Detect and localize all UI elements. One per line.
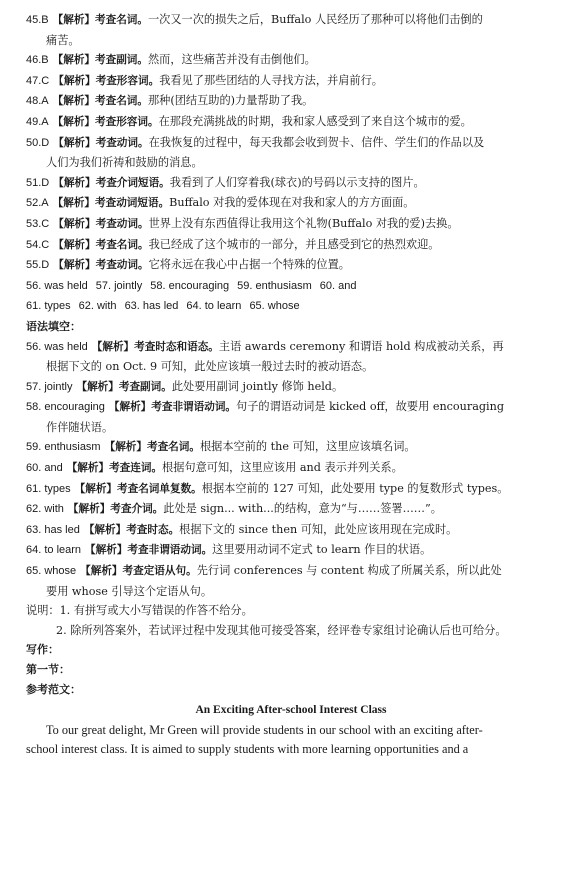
- essay-title: An Exciting After-school Interest Class: [195, 704, 387, 717]
- analysis-text: 这里要用动词不定式 to learn 作目的状语。: [212, 543, 432, 557]
- answer-item: [26, 235, 556, 256]
- item-number: 56. was held: [26, 340, 88, 353]
- item-number: 60. and: [26, 462, 63, 475]
- analysis-text-continued: 要用 whose 引导这个定语从句。: [46, 584, 213, 598]
- analysis-text: 根据本空前的 the 可知，这里应该填名词。: [199, 440, 416, 454]
- analysis-text-continued: 作伴随状语。: [46, 420, 114, 434]
- item-number: 52.A: [26, 197, 49, 210]
- analysis-tag: 【解析】考查名词。: [53, 238, 149, 251]
- short-answer: 59. enthusiasm: [237, 279, 312, 292]
- answer-item: [26, 133, 556, 154]
- analysis-tag: 【解析】考查非谓语动词。: [85, 544, 213, 557]
- answer-item: [26, 91, 556, 112]
- analysis-text: 在那段充满挑战的时期，我和家人感受到了来自这个城市的爱。: [158, 114, 472, 128]
- item-number: 53.C: [26, 217, 50, 230]
- item-number: 50.D: [26, 136, 50, 149]
- analysis-text: 我看见了那些团结的人寻找方法，并肩前行。: [159, 73, 383, 87]
- short-answer: 57. jointly: [95, 279, 143, 292]
- answers-row-1: [26, 276, 556, 297]
- note-1: 说明：1. 有拼写或大小写错误的作答不给分。: [26, 604, 253, 618]
- analysis-text: 句子的谓语动词是 kicked off，故要用 encouraging: [236, 400, 504, 414]
- essay-line-1: To our great delight, Mr Green will provide students in our school with an exciting after-: [46, 722, 483, 737]
- answer-item: [26, 71, 556, 92]
- analysis-tag: 【解析】考查非谓语动词。: [108, 401, 237, 414]
- analysis-tag: 【解析】考查副词。: [52, 54, 148, 67]
- grammar-heading: 语法填空：: [26, 319, 81, 333]
- analysis-tag: 【解析】考查名词。: [104, 441, 200, 454]
- analysis-text-continued: 人们为我们祈祷和鼓励的消息。: [46, 156, 203, 170]
- note-2: 2. 除所列答案外，若试评过程中发现其他可接受答案，经评卷专家组讨论确认后也可给分。: [56, 623, 507, 637]
- grammar-item: [26, 397, 556, 418]
- analysis-text: 那种(团结互助的)力量帮助了我。: [147, 94, 314, 108]
- analysis-text: 它将永远在我心中占据一个特殊的位置。: [148, 258, 350, 272]
- analysis-text: 根据句意可知，这里应该用 and 表示并列关系。: [162, 461, 403, 475]
- short-answer: 58. encouraging: [150, 279, 230, 292]
- item-number: 62. with: [26, 503, 64, 516]
- analysis-text-continued: 痛苦。: [46, 33, 80, 47]
- grammar-item: [26, 337, 556, 358]
- item-number: 64. to learn: [26, 544, 82, 557]
- analysis-tag: 【解析】考查名词单复数。: [74, 482, 202, 495]
- analysis-tag: 【解析】考查名词。: [52, 95, 148, 108]
- item-number: 51.D: [26, 176, 50, 189]
- analysis-tag: 【解析】考查名词。: [52, 14, 148, 26]
- analysis-tag: 【解析】考查动词。: [53, 259, 149, 272]
- analysis-tag: 【解析】考查时态和语态。: [91, 340, 219, 353]
- short-answer: 65. whose: [249, 300, 300, 313]
- item-number: 57. jointly: [26, 380, 73, 393]
- item-number: 48.A: [26, 95, 49, 108]
- section-heading: 第一节：: [26, 663, 70, 676]
- grammar-item: [26, 458, 556, 479]
- item-number: 49.A: [26, 115, 49, 128]
- analysis-text: 我看到了人们穿着我(球衣)的号码以示支持的图片。: [169, 175, 425, 189]
- analysis-text: 此处是 sign... with...的结构，意为“与……签署……”。: [163, 502, 442, 516]
- sample-heading: 参考范文：: [26, 682, 81, 696]
- answer-item: [26, 10, 556, 31]
- analysis-tag: 【解析】考查时态。: [83, 523, 180, 536]
- item-number: 55.D: [26, 259, 50, 272]
- item-number: 63. has led: [26, 523, 80, 536]
- analysis-text: 世界上没有东西值得让我用这个礼物(Buffalo 对我的爱)去换。: [148, 216, 459, 230]
- item-number: 46.B: [26, 54, 49, 67]
- analysis-text: 根据本空前的 127 可知，此处要用 type 的复数形式 types。: [201, 481, 509, 495]
- short-answer: 63. has led: [124, 300, 179, 313]
- analysis-tag: 【解析】考查介词。: [67, 503, 164, 516]
- writing-heading: 写作：: [26, 643, 59, 657]
- analysis-tag: 【解析】考查动词短语。: [52, 197, 170, 210]
- item-number: 61. types: [26, 482, 71, 495]
- analysis-text: 我已经成了这个城市的一部分，并且感受到它的热烈欢迎。: [148, 237, 440, 251]
- analysis-text: 先行词 conferences 与 content 构成了所属关系，所以此处: [196, 564, 502, 578]
- short-answer: 64. to learn: [186, 300, 242, 313]
- essay-line-2: school interest class. It is aimed to supply students with more learning opportunities and a: [26, 742, 469, 757]
- analysis-text: 在我恢复的过程中，每天我都会收到贺卡、信件、学生们的作品以及: [148, 135, 485, 149]
- analysis-tag: 【解析】考查定语从句。: [80, 565, 197, 578]
- analysis-tag: 【解析】考查动词。: [53, 217, 149, 230]
- analysis-tag: 【解析】考查形容词。: [52, 115, 159, 128]
- analysis-text: 主语 awards ceremony 和谓语 hold 构成被动关系，再: [218, 339, 504, 353]
- grammar-item: [26, 540, 556, 561]
- grammar-item: [26, 479, 556, 500]
- answer-item: [26, 214, 556, 235]
- answers-row-2: [26, 296, 556, 317]
- analysis-tag: 【解析】考查介词短语。: [53, 176, 170, 189]
- item-number: 65. whose: [26, 565, 77, 578]
- short-answer: 56. was held: [26, 279, 88, 292]
- analysis-tag: 【解析】考查连词。: [66, 462, 163, 475]
- short-answer: 61. types: [26, 300, 71, 313]
- grammar-item: [26, 520, 556, 541]
- item-number: 47.C: [26, 74, 50, 87]
- item-number: 59. enthusiasm: [26, 441, 101, 454]
- analysis-text: 此处要用副词 jointly 修饰 held。: [171, 379, 344, 393]
- item-number: 54.C: [26, 238, 50, 251]
- item-number: 45.B: [26, 14, 49, 26]
- answer-item: [26, 255, 556, 276]
- answer-item: [26, 112, 556, 133]
- analysis-tag: 【解析】考查动词。: [53, 136, 149, 149]
- grammar-item: [26, 377, 556, 398]
- answer-item: [26, 50, 556, 71]
- analysis-text: 根据下文的 since then 可知，此处应该用现在完成时。: [179, 522, 458, 536]
- short-answer: 62. with: [78, 300, 117, 313]
- short-answer: 60. and: [319, 279, 357, 292]
- reading-answer-list: [26, 10, 556, 276]
- grammar-item: [26, 499, 556, 520]
- analysis-tag: 【解析】考查副词。: [76, 380, 172, 393]
- analysis-text: Buffalo 对我的爱体现在对我和家人的方方面面。: [169, 196, 415, 210]
- grammar-item: [26, 561, 556, 582]
- answer-item: [26, 193, 556, 214]
- grammar-answer-list: [26, 337, 556, 602]
- analysis-text-continued: 根据下文的 on Oct. 9 可知，此处应该填一般过去时的被动语态。: [46, 360, 374, 374]
- answer-item: [26, 173, 556, 194]
- analysis-text: 一次又一次的损失之后，Buffalo 人民经历了那种可以将他们击倒的: [147, 13, 483, 26]
- analysis-text: 然而，这些痛苦并没有击倒他们。: [147, 53, 316, 67]
- analysis-tag: 【解析】考查形容词。: [53, 74, 160, 87]
- grammar-item: [26, 437, 556, 458]
- item-number: 58. encouraging: [26, 401, 105, 414]
